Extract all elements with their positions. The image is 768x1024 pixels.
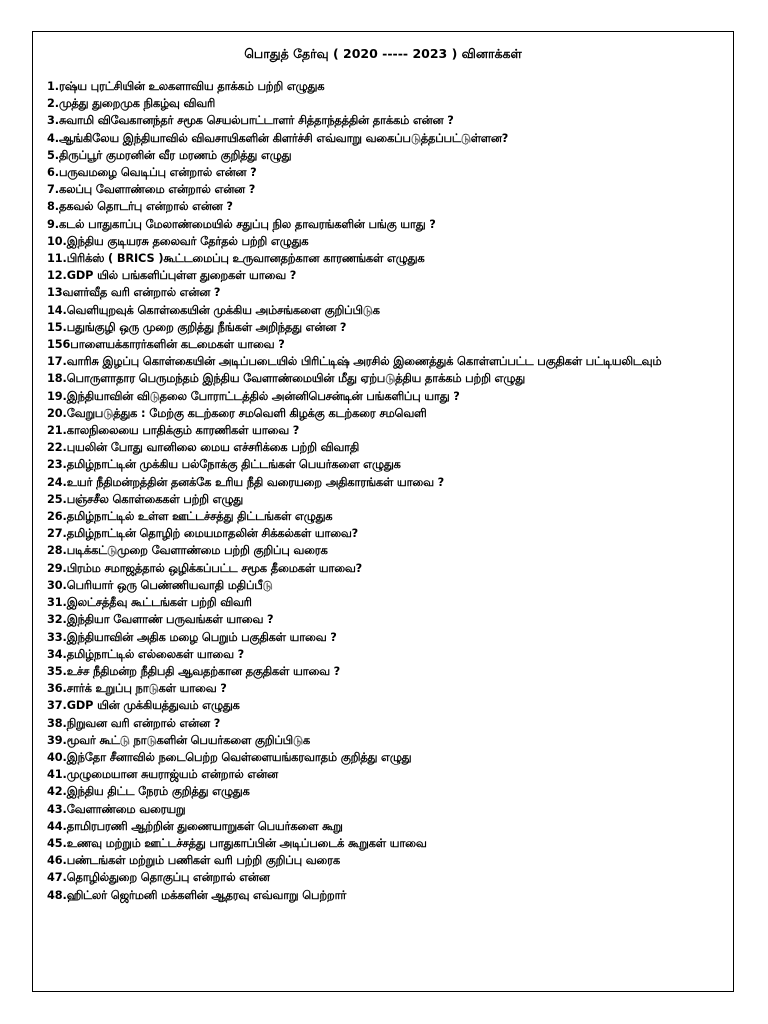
question-item: 47.தொழில்துறை தொகுப்பு என்றால் என்ன — [47, 871, 270, 885]
question-item: 9.கடல் பாதுகாப்பு மேலாண்மையில் சதுப்பு நில தாவரங்களின் பங்கு யாது ? — [47, 217, 436, 231]
question-item: 10.இந்திய குடியரசு தலைவர் தேர்தல் பற்றி எழுதுக — [47, 234, 309, 248]
question-item: 22.புயலின் போது வானிலை மைய எச்சரிக்கை பற்றி விவாதி — [47, 441, 360, 455]
question-item: 14.வெளியுறவுக் கொள்கையின் முக்கிய அம்சங்களை குறிப்பிடுக — [47, 303, 380, 317]
question-item: 17.வாரிசு இழப்பு கொள்கையின் அடிப்படையில் பிரிட்டிஷ் அரசில் இணைத்துக் கொள்ளப்பட்ட பகுதிகள் பட்டியலிடவும் — [47, 355, 662, 369]
question-item: 43.வேளாண்மை வரையறு — [47, 802, 186, 816]
question-item: 13வளர்வீத வரி என்றால் என்ன ? — [47, 286, 221, 300]
question-item: 4.ஆங்கிலேய இந்தியாவில் விவசாயிகளின் கிளர்ச்சி எவ்வாறு வகைப்படுத்தப்பட்டுள்ளன? — [47, 131, 509, 145]
question-item: 32.இந்தியா வேளாண் பருவங்கள் யாவை ? — [47, 613, 274, 627]
question-item: 25.பஞ்சசீல கொள்கைகள் பற்றி எழுது — [47, 492, 243, 506]
question-item: 40.இந்தோ சீனாவில் நடைபெற்ற வெள்ளையங்கரவாதம் குறித்து எழுது — [47, 750, 412, 764]
question-item: 20.வேறுபடுத்துக : மேற்கு கடற்கரை சமவெளி கிழக்கு கடற்கரை சமவெளி — [47, 406, 427, 420]
question-item: 28.படிக்கட்டுமுறை வேளாண்மை பற்றி குறிப்பு வரைக — [47, 544, 328, 558]
question-item: 45.உணவு மற்றும் ஊட்டச்சத்து பாதுகாப்பின் அடிப்படைக் கூறுகள் யாவை — [47, 836, 427, 850]
question-item: 21.காலநிலையை பாதிக்கும் காரணிகள் யாவை ? — [47, 424, 300, 438]
question-item: 31.இலட்சத்தீவு கூட்டங்கள் பற்றி விவரி — [47, 596, 252, 610]
question-item: 6.பருவமழை வெடிப்பு என்றால் என்ன ? — [47, 166, 257, 180]
question-item: 48.ஹிட்லர் ஜெர்மனி மக்களின் ஆதரவு எவ்வாறு பெற்றார் — [47, 888, 347, 902]
question-item: 23.தமிழ்நாட்டின் முக்கிய பல்நோக்கு திட்டங்கள் பெயர்களை எழுதுக — [47, 458, 401, 472]
question-item: 15.பதுங்குழி ஒரு முறை குறித்து நீங்கள் அறிந்தது என்ன ? — [47, 320, 347, 334]
question-item: 5.திருப்பூர் குமரனின் வீர மரணம் குறித்து எழுது — [47, 148, 292, 162]
question-list — [47, 78, 719, 904]
page-frame — [32, 31, 734, 992]
question-item: 29.பிரம்ம சமாஜத்தால் ஒழிக்கப்பட்ட சமூக தீமைகள் யாவை? — [47, 561, 363, 575]
question-item: 38.நிறுவன வரி என்றால் என்ன ? — [47, 716, 221, 730]
question-item: 42.இந்திய திட்ட நேரம் குறித்து எழுதுக — [47, 785, 250, 799]
question-item: 19.இந்தியாவின் விடுதலை போராட்டத்தில் அன்னிபெசன்டின் பங்களிப்பு யாது ? — [47, 389, 460, 403]
question-item: 30.பெரியார் ஒரு பெண்ணியவாதி மதிப்பீடு — [47, 578, 273, 592]
question-item: 39.மூவர் கூட்டு நாடுகளின் பெயர்களை குறிப்பிடுக — [47, 733, 310, 747]
question-item: 8.தகவல் தொடர்பு என்றால் என்ன ? — [47, 200, 233, 214]
question-item: 26.தமிழ்நாட்டில் உள்ள ஊட்டச்சத்து திட்டங்கள் எழுதுக — [47, 510, 333, 524]
question-item: 35.உச்ச நீதிமன்ற நீதிபதி ஆவதற்கான தகுதிகள் யாவை ? — [47, 664, 341, 678]
question-item: 44.தாமிரபரணி ஆற்றின் துணையாறுகள் பெயர்களை கூறு — [47, 819, 343, 833]
question-item: 1.ரஷ்ய புரட்சியின் உலகளாவிய தாக்கம் பற்றி எழுதுக — [47, 80, 325, 93]
page-title: பொதுத் தேர்வு ( 2020 ----- 2023 ) வினாக்கள் — [244, 46, 522, 61]
question-item: 36.சார்க் உறுப்பு நாடுகள் யாவை ? — [47, 682, 227, 696]
question-item: 33.இந்தியாவின் அதிக மழை பெறும் பகுதிகள் யாவை ? — [47, 630, 337, 644]
question-item: 2.முத்து துறைமுக நிகழ்வு விவரி — [47, 97, 215, 111]
question-item: 24.உயர் நீதிமன்றத்தின் தனக்கே உரிய நீதி வரையறை அதிகாரங்கள் யாவை ? — [47, 475, 445, 489]
question-item: 11.பிரிக்ஸ் ( BRICS )கூட்டமைப்பு உருவானதற்கான காரணங்கள் எழுதுக — [47, 252, 425, 266]
question-item: 34.தமிழ்நாட்டில் எல்லைகள் யாவை ? — [47, 647, 245, 661]
question-item: 156பாளையக்காரர்களின் கடமைகள் யாவை ? — [47, 338, 285, 352]
question-item: 18.பொருளாதார பெருமந்தம் இந்திய வேளாண்மையின் மீது ஏற்படுத்திய தாக்கம் பற்றி எழுது — [47, 372, 525, 386]
question-item: 41.முழுமையான சுயராஜ்யம் என்றால் என்ன — [47, 768, 278, 782]
question-item: 12.GDP யில் பங்களிப்புள்ள துறைகள் யாவை ? — [47, 269, 297, 283]
question-item: 37.GDP யின் முக்கியத்துவம் எழுதுக — [47, 699, 240, 713]
question-item: 3.சுவாமி விவேகானந்தர் சமூக செயல்பாட்டாளர் சித்தாந்தத்தின் தாக்கம் என்ன ? — [47, 114, 454, 128]
question-item: 7.கலப்பு வேளாண்மை என்றால் என்ன ? — [47, 183, 256, 197]
question-item: 46.பண்டங்கள் மற்றும் பணிகள் வரி பற்றி குறிப்பு வரைக — [47, 854, 340, 868]
question-item: 27.தமிழ்நாட்டின் தொழிற் மையமாதலின் சிக்கல்கள் யாவை? — [47, 527, 359, 541]
